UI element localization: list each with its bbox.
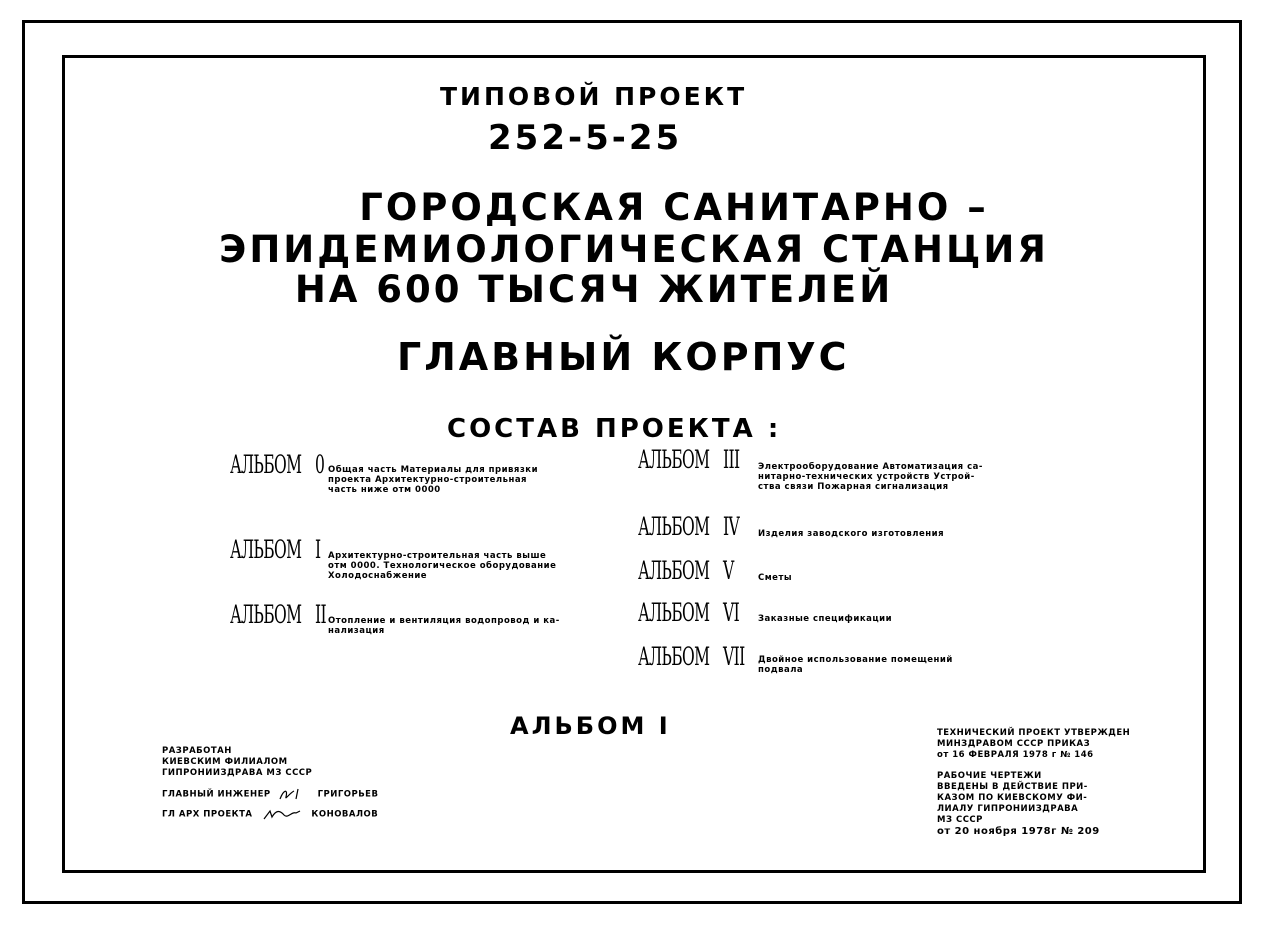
project-name-line-2: ЭПИДЕМИОЛОГИЧЕСКАЯ СТАНЦИЯ xyxy=(219,228,1049,271)
project-number: 252-5-25 xyxy=(488,118,683,158)
album-number: 0 xyxy=(315,450,325,479)
approval-work-3: КАЗОМ ПО КИЕВСКОМУ ФИ- xyxy=(937,793,1088,803)
approval-work-6: от 20 ноября 1978г № 209 xyxy=(937,826,1100,837)
project-name-line-3: НА 600 ТЫСЯЧ ЖИТЕЛЕЙ xyxy=(294,268,894,311)
album-word: АЛЬБОМ xyxy=(638,642,710,671)
approval-work-5: МЗ СССР xyxy=(937,815,983,825)
album-word: АЛЬБОМ xyxy=(638,598,710,627)
album-number: III xyxy=(723,445,740,474)
album-desc-2: Отопление и вентиляция водопровод и ка- нализация xyxy=(328,616,560,636)
project-type-label: ТИПОВОЙ ПРОЕКТ xyxy=(440,82,748,111)
developer-block xyxy=(162,746,378,821)
album-word: АЛЬБОМ xyxy=(638,556,710,585)
approval-tech-2: МИНЗДРАВОМ СССР ПРИКАЗ xyxy=(937,739,1091,749)
signature-icon xyxy=(274,787,314,801)
chief-engineer-role: ГЛАВНЫЙ ИНЖЕНЕР xyxy=(162,789,271,800)
album-number: I xyxy=(315,535,321,564)
album-word: АЛЬБОМ xyxy=(230,535,302,564)
album-desc-1: Архитектурно-строительная часть выше отм 0000. Технологическое оборудование Холодоснабжение xyxy=(328,551,557,581)
building-title: ГЛАВНЫЙ КОРПУС xyxy=(397,335,850,379)
developer-line-3: ГИПРОНИИЗДРАВА МЗ СССР xyxy=(162,768,313,778)
album-desc-7: Двойное использование помещений подвала xyxy=(758,655,953,675)
developer-line-1: РАЗРАБОТАН xyxy=(162,746,232,756)
chief-architect-role: ГЛ АРХ ПРОЕКТА xyxy=(162,809,253,820)
album-desc-4: Изделия заводского изготовления xyxy=(758,529,945,539)
album-number: VI xyxy=(723,598,740,627)
album-number: II xyxy=(315,600,327,629)
album-number: IV xyxy=(723,512,740,541)
album-word: АЛЬБОМ xyxy=(638,512,710,541)
approval-block xyxy=(937,728,1130,837)
approval-tech-3: от 16 ФЕВРАЛЯ 1978 г № 146 xyxy=(937,750,1094,760)
album-word: АЛЬБОМ xyxy=(230,450,302,479)
album-word: АЛЬБОМ xyxy=(638,445,710,474)
approval-work-2: ВВЕДЕНЫ В ДЕЙСТВИЕ ПРИ- xyxy=(937,782,1088,792)
album-number: VII xyxy=(723,642,745,671)
album-desc-5: Сметы xyxy=(758,573,793,583)
album-word: АЛЬБОМ xyxy=(230,600,302,629)
signature-icon xyxy=(256,807,308,821)
chief-architect-name: КОНОВАЛОВ xyxy=(311,809,379,820)
album-number: V xyxy=(723,556,734,585)
approval-work-1: РАБОЧИЕ ЧЕРТЕЖИ xyxy=(937,771,1042,781)
album-desc-0: Общая часть Материалы для привязки проекта Архитектурно-строительная часть ниже отм 0000 xyxy=(328,465,539,495)
composition-title: СОСТАВ ПРОЕКТА : xyxy=(447,414,782,444)
approval-work-4: ЛИАЛУ ГИПРОНИИЗДРАВА xyxy=(937,804,1079,814)
project-name-line-1: ГОРОДСКАЯ САНИТАРНО – xyxy=(359,186,989,229)
chief-engineer-row xyxy=(162,787,378,801)
current-album-title: АЛЬБОМ I xyxy=(510,712,671,740)
album-desc-6: Заказные спецификации xyxy=(758,614,893,624)
album-desc-3: Электрооборудование Автоматизация са- нитарно-технических устройств Устрой- ства связи Пожарная сигнализация xyxy=(758,462,983,492)
approval-tech-1: ТЕХНИЧЕСКИЙ ПРОЕКТ УТВЕРЖДЕН xyxy=(937,728,1131,738)
chief-architect-row xyxy=(162,807,378,821)
chief-engineer-name: ГРИГОРЬЕВ xyxy=(317,789,379,800)
developer-line-2: КИЕВСКИМ ФИЛИАЛОМ xyxy=(162,757,288,767)
